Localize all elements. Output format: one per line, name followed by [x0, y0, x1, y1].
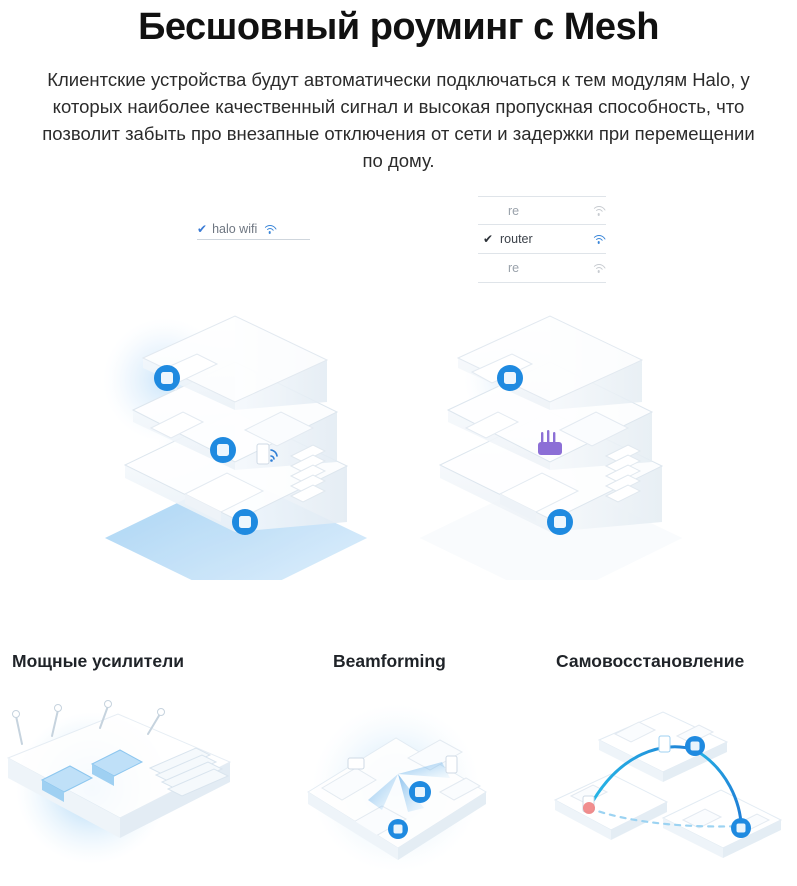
halo-wifi-label: halo wifi — [212, 222, 258, 237]
halo-node — [232, 509, 258, 535]
feature-illustrations — [0, 696, 797, 881]
beamforming-illustration — [290, 696, 505, 886]
feature-captions — [0, 651, 797, 683]
router-repeater-house — [400, 270, 700, 580]
network-label: re — [508, 261, 520, 276]
page-title: Бесшовный роуминг с Mesh — [138, 6, 659, 48]
list-item[interactable] — [478, 196, 606, 225]
halo-node — [210, 437, 236, 463]
marketing-page — [0, 6, 797, 881]
feature-caption: Самовосстановление — [556, 651, 745, 671]
wifi-icon — [262, 224, 277, 235]
wifi-icon — [591, 205, 606, 216]
mesh-diagram — [0, 180, 797, 600]
check-icon: ✔ — [197, 222, 208, 237]
halo-node — [497, 365, 523, 391]
halo-node — [388, 819, 408, 839]
list-item[interactable] — [478, 225, 606, 254]
page-subtitle: Клиентские устройства будут автоматически подключаться к тем модулям Halo, у которых наиболее качественный сигнал и высокая пропускная способность, что позволит забыть про внезапные отключения от сети и задержки при перемещении по дому. — [42, 68, 755, 172]
halo-node — [731, 818, 751, 838]
halo-node — [154, 365, 180, 391]
check-icon: ✔ — [482, 232, 494, 247]
halo-wifi-selector[interactable] — [197, 222, 310, 240]
halo-node — [685, 736, 705, 756]
self-healing-illustration — [545, 696, 795, 886]
halo-node — [409, 781, 431, 803]
feature-caption: Beamforming — [333, 651, 446, 671]
network-label: re — [508, 203, 520, 218]
amplifier-illustration — [0, 696, 250, 886]
feature-caption: Мощные усилители — [12, 651, 184, 671]
wifi-icon — [591, 234, 606, 245]
halo-node — [547, 509, 573, 535]
network-label: router — [500, 232, 533, 247]
halo-mesh-house — [85, 270, 385, 580]
